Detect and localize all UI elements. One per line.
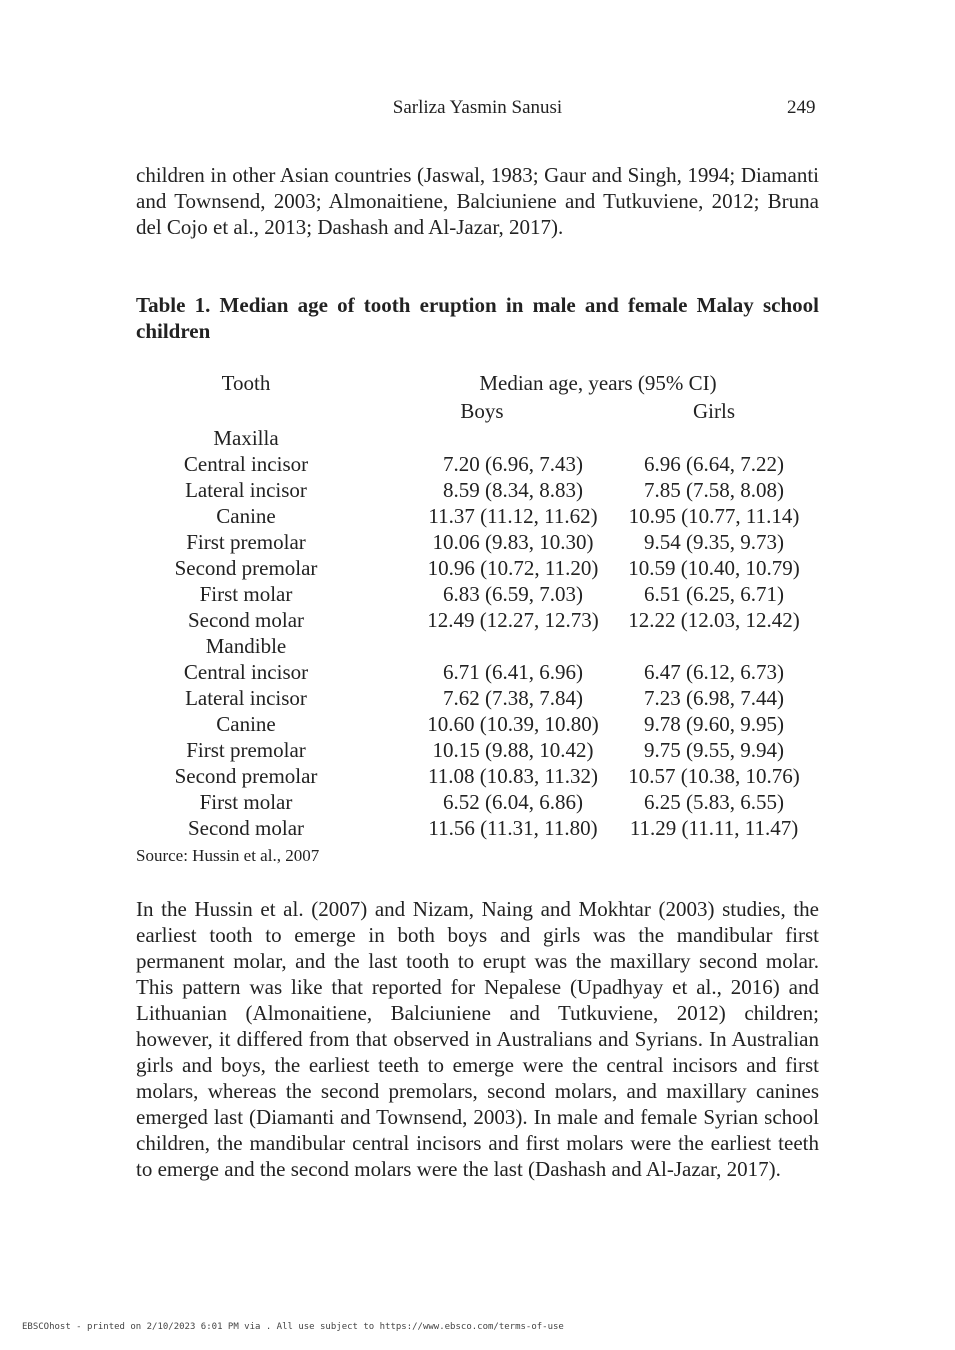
table-row xyxy=(136,607,819,633)
cell-boys: 10.15 (9.88, 10.42) xyxy=(432,738,594,762)
table-row xyxy=(136,451,819,477)
cell-girls: 10.57 (10.38, 10.76) xyxy=(628,764,800,788)
cell-girls: 10.59 (10.40, 10.79) xyxy=(628,556,800,580)
table-row xyxy=(136,789,819,815)
cell-boys: 6.83 (6.59, 7.03) xyxy=(443,582,583,606)
cell-girls: 6.47 (6.12, 6.73) xyxy=(644,660,784,684)
paragraph-intro: children in other Asian countries (Jaswal, 1983; Gaur and Singh, 1994; Diamanti and Townsend, 2003; Almonaitiene, Balciuniene and Tutkuviene, 2012; Bruna del Cojo et al., 2013; Dashash and Al-Jazar, 2017). xyxy=(136,163,819,239)
cell-girls: 10.95 (10.77, 11.14) xyxy=(628,504,800,528)
cell-tooth: Canine xyxy=(216,712,276,736)
cell-girls: 7.23 (6.98, 7.44) xyxy=(644,686,784,710)
cell-tooth: Second premolar xyxy=(174,764,318,788)
cell-tooth: Second molar xyxy=(187,608,305,632)
table-row xyxy=(136,659,819,685)
cell-girls: 9.78 (9.60, 9.95) xyxy=(644,712,784,736)
cell-boys: 6.52 (6.04, 6.86) xyxy=(443,790,583,814)
table-source: Source: Hussin et al., 2007 xyxy=(136,846,320,865)
cell-boys: 11.37 (11.12, 11.62) xyxy=(428,504,598,528)
cell-tooth: Mandible xyxy=(205,634,287,658)
cell-tooth: First molar xyxy=(199,582,293,606)
table-header-tooth: Tooth xyxy=(221,371,271,395)
cell-tooth: Central incisor xyxy=(183,660,309,684)
cell-boys: 10.96 (10.72, 11.20) xyxy=(427,556,599,580)
table-row xyxy=(136,503,819,529)
cell-tooth: Lateral incisor xyxy=(185,686,307,710)
table-caption: Table 1. Median age of tooth eruption in male and female Malay school children xyxy=(136,293,819,343)
cell-girls: 9.54 (9.35, 9.73) xyxy=(644,530,784,554)
table-header-girls: Girls xyxy=(693,399,735,423)
cell-girls: 12.22 (12.03, 12.42) xyxy=(628,608,800,632)
paragraph-discussion: In the Hussin et al. (2007) and Nizam, Naing and Mokhtar (2003) studies, the earliest tooth to emerge in both boys and girls was the mandibular first permanent molar, and the last tooth to erupt was the maxillary second molar. This pattern was like that reported for Nepalese (Upadhyay et al., 2016) and Lithuanian (Almonaitiene, Balciuniene and Tutkuviene, 2012) children; however, it differed from that observed in Australians and Syrians. In Australian girls and boys, the earliest teeth to emerge were the central incisors and first molars, whereas the second premolars, second molars, and maxillary canines emerged last (Diamanti and Townsend, 2003). In male and female Syrian school children, the mandibular central incisors and first molars were the earliest teeth to emerge and the second molars were the last (Dashash and Al-Jazar, 2017). xyxy=(136,897,819,1181)
table-row xyxy=(136,685,819,711)
cell-boys: 10.60 (10.39, 10.80) xyxy=(427,712,599,736)
cell-tooth: First premolar xyxy=(186,738,306,762)
table-row xyxy=(136,815,819,841)
cell-girls: 6.96 (6.64, 7.22) xyxy=(644,452,784,476)
cell-boys xyxy=(382,425,644,451)
cell-boys: 7.20 (6.96, 7.43) xyxy=(443,452,583,476)
cell-girls: 11.29 (11.11, 11.47) xyxy=(629,816,799,840)
cell-boys: 11.56 (11.31, 11.80) xyxy=(428,816,598,840)
cell-tooth: Maxilla xyxy=(213,426,279,450)
cell-boys: 11.08 (10.83, 11.32) xyxy=(428,764,598,788)
cell-boys: 8.59 (8.34, 8.83) xyxy=(443,478,583,502)
cell-girls: 7.85 (7.58, 8.08) xyxy=(644,478,784,502)
table-body xyxy=(136,425,819,841)
cell-girls xyxy=(614,633,814,659)
table-row xyxy=(136,763,819,789)
cell-tooth: First molar xyxy=(199,790,293,814)
cell-girls xyxy=(614,425,814,451)
table-header-median-age: Median age, years (95% CI) xyxy=(479,371,717,395)
print-footer: EBSCOhost - printed on 2/10/2023 6:01 PM via . All use subject to https://www.ebsco.com/terms-of-use xyxy=(22,1322,564,1332)
cell-boys: 7.62 (7.38, 7.84) xyxy=(443,686,583,710)
cell-girls: 6.25 (5.83, 6.55) xyxy=(644,790,784,814)
cell-boys: 10.06 (9.83, 10.30) xyxy=(432,530,594,554)
table-row xyxy=(136,477,819,503)
table-row xyxy=(136,711,819,737)
cell-tooth: Central incisor xyxy=(183,452,309,476)
table-header-boys: Boys xyxy=(460,399,504,423)
running-header-author: Sarliza Yasmin Sanusi xyxy=(392,97,563,118)
cell-tooth: Second molar xyxy=(187,816,305,840)
cell-tooth: Canine xyxy=(216,504,276,528)
table-group-row xyxy=(136,425,819,451)
cell-boys: 12.49 (12.27, 12.73) xyxy=(427,608,599,632)
table-group-row xyxy=(136,633,819,659)
table-row xyxy=(136,737,819,763)
table-row xyxy=(136,555,819,581)
table-row xyxy=(136,529,819,555)
cell-boys: 6.71 (6.41, 6.96) xyxy=(443,660,583,684)
cell-tooth: First premolar xyxy=(186,530,306,554)
cell-girls: 9.75 (9.55, 9.94) xyxy=(644,738,784,762)
cell-tooth: Lateral incisor xyxy=(185,478,307,502)
cell-tooth: Second premolar xyxy=(174,556,318,580)
page-number: 249 xyxy=(787,97,816,118)
cell-girls: 6.51 (6.25, 6.71) xyxy=(644,582,784,606)
cell-boys xyxy=(382,633,644,659)
table-row xyxy=(136,581,819,607)
